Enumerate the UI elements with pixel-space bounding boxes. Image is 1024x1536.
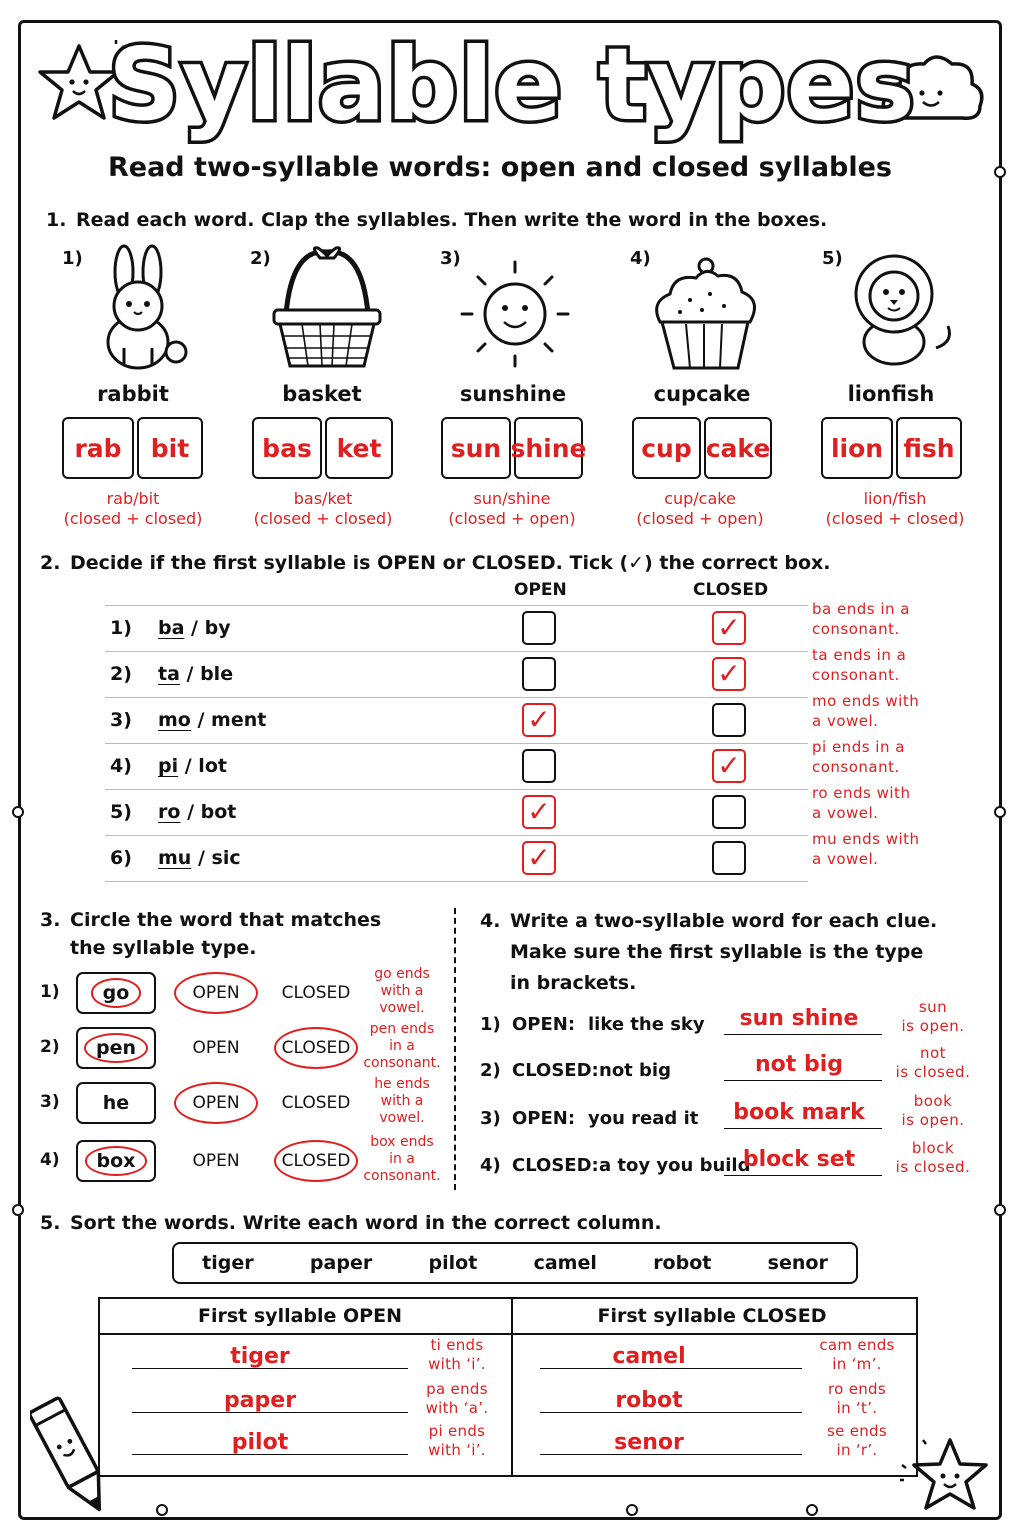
note-line: is open.: [901, 1017, 965, 1035]
note-line: in ‘t’.: [836, 1399, 878, 1417]
row-divider: [105, 697, 808, 698]
basket-drawing: [262, 244, 392, 374]
closed-checkbox[interactable]: [712, 795, 746, 829]
q4-instruction: 4. Write a two-syllable word for each clue. Make sure the first syllable is the type in brackets.: [480, 906, 937, 999]
syllable-split: rab/bit (closed + closed): [63, 489, 203, 528]
note-line: a vowel.: [812, 850, 879, 868]
q3-number: 3.: [40, 909, 61, 931]
q2-row-word: [158, 709, 266, 731]
q1-word: lionfish: [847, 382, 935, 406]
bank-word: robot: [653, 1252, 712, 1274]
q2-row-word: [158, 663, 233, 685]
rest-syllable: / sic: [197, 847, 241, 869]
closed-sort-header: First syllable CLOSED: [597, 1305, 827, 1327]
row-divider: [105, 605, 808, 606]
syllable-box[interactable]: rab: [62, 417, 134, 479]
q2-note: [812, 737, 905, 777]
border-dot: [994, 1204, 1006, 1216]
q2-text: Decide if the first syllable is OPEN or CLOSED. Tick (✓) the correct box.: [70, 552, 831, 574]
q4-row-number: 1): [480, 1014, 501, 1035]
q1-word: basket: [282, 382, 362, 406]
q1-item-number: 2): [250, 248, 271, 269]
q3-note: [360, 1021, 444, 1072]
answer-line: [724, 1128, 882, 1129]
sorted-word[interactable]: paper: [223, 1388, 297, 1413]
syllable-box[interactable]: ket: [325, 417, 393, 479]
q2-row-word: [158, 847, 241, 869]
q3-word: [76, 1140, 156, 1182]
open-option[interactable]: OPEN: [192, 1038, 240, 1058]
closed-checkbox[interactable]: ✓: [712, 749, 746, 783]
syllable-box[interactable]: cup: [632, 417, 701, 479]
q1-item-number: 1): [62, 248, 83, 269]
note-line: block: [911, 1139, 955, 1157]
first-syllable: pi: [158, 755, 179, 777]
note-line: pi ends in a: [812, 738, 905, 756]
sorted-word[interactable]: tiger: [230, 1344, 290, 1369]
sorted-word[interactable]: senor: [614, 1430, 684, 1455]
first-syllable: mo: [158, 709, 191, 731]
q3-row-number: 1): [40, 982, 60, 1002]
note-line: sun: [918, 998, 948, 1016]
first-syllable: ta: [158, 663, 180, 685]
open-checkbox[interactable]: [522, 611, 556, 645]
border-dot: [12, 1204, 24, 1216]
page-subtitle: Read two-syllable words: open and closed syllables: [107, 152, 892, 183]
page-title: Syllable types: [108, 26, 916, 143]
open-checkbox[interactable]: ✓: [522, 703, 556, 737]
clue-text: not big: [599, 1060, 671, 1081]
clue-text: you read it: [588, 1108, 699, 1129]
note-line: consonant.: [363, 1055, 441, 1071]
note-line: vowel.: [379, 1000, 425, 1016]
answer-line: [724, 1034, 882, 1035]
open-checkbox[interactable]: ✓: [522, 795, 556, 829]
q4-row-number: 3): [480, 1108, 501, 1129]
row-divider: [105, 789, 808, 790]
q4-number: 4.: [480, 910, 501, 932]
q1-item-number: 4): [630, 248, 651, 269]
rabbit-drawing: [74, 244, 204, 374]
note-line: consonant.: [812, 758, 900, 776]
note-line: with a: [380, 983, 424, 999]
row-divider: [105, 835, 808, 836]
q1-word: sunshine: [459, 382, 567, 406]
bank-word: paper: [309, 1252, 373, 1274]
word-bank: [172, 1242, 858, 1284]
open-checkbox[interactable]: [522, 657, 556, 691]
q2-note: [812, 829, 920, 869]
row-divider: [105, 651, 808, 652]
rest-syllable: / ble: [186, 663, 234, 685]
open-option[interactable]: OPEN: [192, 1151, 240, 1171]
q2-note: [812, 691, 919, 731]
word-text: box: [85, 1146, 148, 1176]
q5-note: [812, 1380, 902, 1418]
syllable-box[interactable]: bit: [137, 417, 203, 479]
q4-row-number: 2): [480, 1060, 501, 1081]
note-line: in ‘r’.: [836, 1441, 878, 1459]
q2-note: [812, 645, 906, 685]
open-sort-header: First syllable OPEN: [198, 1305, 402, 1327]
open-checkbox[interactable]: [522, 749, 556, 783]
q1-item-number: 3): [440, 248, 461, 269]
note-line: is closed.: [895, 1158, 971, 1176]
q3-row-number: 4): [40, 1150, 60, 1170]
rest-syllable: / ment: [197, 709, 267, 731]
q2-number: 2.: [40, 552, 61, 574]
open-option[interactable]: OPEN: [174, 972, 258, 1014]
note-line: mu ends with: [812, 830, 920, 848]
bank-word: senor: [767, 1252, 828, 1274]
rest-syllable: / bot: [187, 801, 237, 823]
note-line: box ends: [370, 1134, 434, 1150]
note-line: he ends: [374, 1076, 430, 1092]
q3-note: [360, 1076, 444, 1127]
q4-note: [888, 998, 978, 1036]
open-option[interactable]: OPEN: [174, 1082, 258, 1124]
note-line: ro ends with: [812, 784, 911, 802]
q1-item-number: 5): [822, 248, 843, 269]
note-line: book: [913, 1092, 953, 1110]
q2-row-number: 5): [110, 801, 132, 823]
q3-word: [76, 1027, 156, 1069]
syllable-box[interactable]: cake: [704, 417, 772, 479]
q5-note: [412, 1380, 502, 1418]
note-line: with ‘i’.: [428, 1355, 486, 1373]
sun-drawing: [450, 244, 580, 374]
closed-checkbox[interactable]: ✓: [712, 657, 746, 691]
q3-instruction: 3. Circle the word that matches the syllable type.: [40, 906, 381, 962]
syllable-split: cup/cake (closed + open): [636, 489, 764, 528]
q4-note: [888, 1139, 978, 1177]
border-dot: [626, 1504, 638, 1516]
rest-syllable: / lot: [184, 755, 227, 777]
answer-line: [724, 1175, 882, 1176]
syllable-box[interactable]: shine: [514, 417, 583, 479]
q5-note: [412, 1336, 502, 1374]
note-line: a vowel.: [812, 804, 879, 822]
q1-instruction: [46, 209, 827, 231]
note-line: in a: [389, 1151, 415, 1167]
border-dot: [994, 806, 1006, 818]
word-text: pen: [84, 1033, 148, 1063]
border-dot: [12, 806, 24, 818]
note-line: ro ends: [828, 1380, 886, 1398]
note-line: vowel.: [379, 1110, 425, 1126]
clue-type: CLOSED:: [512, 1155, 599, 1176]
syllable-box[interactable]: lion: [821, 417, 893, 479]
answer-text[interactable]: sun shine: [739, 1006, 859, 1031]
clue-text: a toy you build: [599, 1155, 751, 1176]
first-syllable: mu: [158, 847, 192, 869]
border-dot: [806, 1504, 818, 1516]
section-divider: [454, 908, 456, 1190]
q2-row-word: [158, 755, 227, 777]
answer-text[interactable]: block set: [742, 1147, 856, 1172]
open-column-header: OPEN: [514, 580, 567, 600]
note-line: consonant.: [812, 666, 900, 684]
border-dot: [156, 1504, 168, 1516]
clue-type: OPEN:: [512, 1014, 576, 1035]
note-line: se ends: [827, 1422, 887, 1440]
closed-checkbox[interactable]: [712, 841, 746, 875]
q2-row-number: 2): [110, 663, 132, 685]
answer-text[interactable]: book mark: [733, 1100, 865, 1125]
syllable-box[interactable]: fish: [896, 417, 962, 479]
closed-checkbox[interactable]: ✓: [712, 611, 746, 645]
clue-type: OPEN:: [512, 1108, 576, 1129]
q2-row-number: 4): [110, 755, 132, 777]
open-checkbox[interactable]: ✓: [522, 841, 556, 875]
row-divider: [105, 743, 808, 744]
sorted-word[interactable]: camel: [612, 1344, 686, 1369]
q5-note: [812, 1422, 902, 1460]
first-syllable: ro: [158, 801, 181, 823]
syllable-split: lion/fish (closed + closed): [825, 489, 965, 528]
q2-note: [812, 783, 910, 823]
q4-note: [888, 1044, 978, 1082]
bank-word: pilot: [428, 1252, 478, 1274]
q3-note: [360, 1134, 444, 1185]
syllable-split: sun/shine (closed + open): [448, 489, 576, 528]
word-text: go: [91, 978, 142, 1008]
q3-word: [76, 1082, 156, 1124]
answer-line: [724, 1080, 882, 1081]
cupcake-drawing: [640, 244, 770, 374]
note-line: with ‘i’.: [428, 1441, 486, 1459]
closed-checkbox[interactable]: [712, 703, 746, 737]
q3-word: [76, 972, 156, 1014]
syllable-box[interactable]: sun: [441, 417, 511, 479]
q1-word: cupcake: [653, 382, 751, 406]
closed-option[interactable]: CLOSED: [281, 1093, 351, 1113]
q2-row-word: [158, 617, 231, 639]
clue-text: like the sky: [588, 1014, 705, 1035]
syllable-split: bas/ket (closed + closed): [253, 489, 393, 528]
note-line: in ‘m’.: [832, 1355, 882, 1373]
q5-note: [412, 1422, 502, 1460]
note-line: mo ends with: [812, 692, 920, 710]
q5-text: Sort the words. Write each word in the correct column.: [70, 1212, 662, 1234]
note-line: pi ends: [428, 1422, 486, 1440]
q4-row-number: 4): [480, 1155, 501, 1176]
note-line: pen ends: [369, 1021, 435, 1037]
note-line: with ‘a’.: [425, 1399, 489, 1417]
q2-row-number: 6): [110, 847, 132, 869]
sorted-word[interactable]: robot: [615, 1388, 683, 1413]
syllable-box[interactable]: bas: [252, 417, 322, 479]
q2-instruction: [40, 552, 831, 574]
note-line: not: [919, 1044, 947, 1062]
bank-word: tiger: [202, 1252, 254, 1274]
closed-column-header: CLOSED: [693, 580, 769, 600]
note-line: consonant.: [363, 1168, 441, 1184]
note-line: ba ends in a: [812, 600, 910, 618]
q3-note: [360, 966, 444, 1017]
note-line: consonant.: [812, 620, 900, 638]
q5-note: [812, 1336, 902, 1374]
rest-syllable: / by: [191, 617, 231, 639]
q1-number: 1.: [46, 209, 67, 231]
note-line: a vowel.: [812, 712, 879, 730]
q4-note: [888, 1092, 978, 1130]
q1-word: rabbit: [97, 382, 169, 406]
note-line: is closed.: [895, 1063, 971, 1081]
q2-row-number: 3): [110, 709, 132, 731]
q2-note: [812, 599, 910, 639]
note-line: go ends: [374, 966, 430, 982]
note-line: is open.: [901, 1111, 965, 1129]
row-divider: [105, 881, 808, 882]
q3-row-number: 3): [40, 1092, 60, 1112]
note-line: ti ends: [430, 1336, 484, 1354]
closed-option[interactable]: CLOSED: [281, 983, 351, 1003]
q2-row-word: [158, 801, 236, 823]
note-line: in a: [389, 1038, 415, 1054]
note-line: pa ends: [426, 1380, 488, 1398]
closed-option[interactable]: CLOSED: [274, 1140, 358, 1182]
clue-type: CLOSED:: [512, 1060, 599, 1081]
answer-text[interactable]: not big: [755, 1052, 843, 1077]
q5-number: 5.: [40, 1212, 61, 1234]
note-line: ta ends in a: [812, 646, 907, 664]
first-syllable: ba: [158, 617, 185, 639]
sorted-word[interactable]: pilot: [231, 1430, 289, 1455]
q2-row-number: 1): [110, 617, 132, 639]
q3-row-number: 2): [40, 1037, 60, 1057]
note-line: with a: [380, 1093, 424, 1109]
bank-word: camel: [533, 1252, 597, 1274]
q5-instruction: [40, 1212, 662, 1234]
note-line: cam ends: [819, 1336, 895, 1354]
word-text: he: [102, 1092, 130, 1114]
closed-option[interactable]: CLOSED: [274, 1027, 358, 1069]
lion-drawing: [830, 238, 960, 368]
q1-text: Read each word. Clap the syllables. Then write the word in the boxes.: [76, 209, 828, 231]
